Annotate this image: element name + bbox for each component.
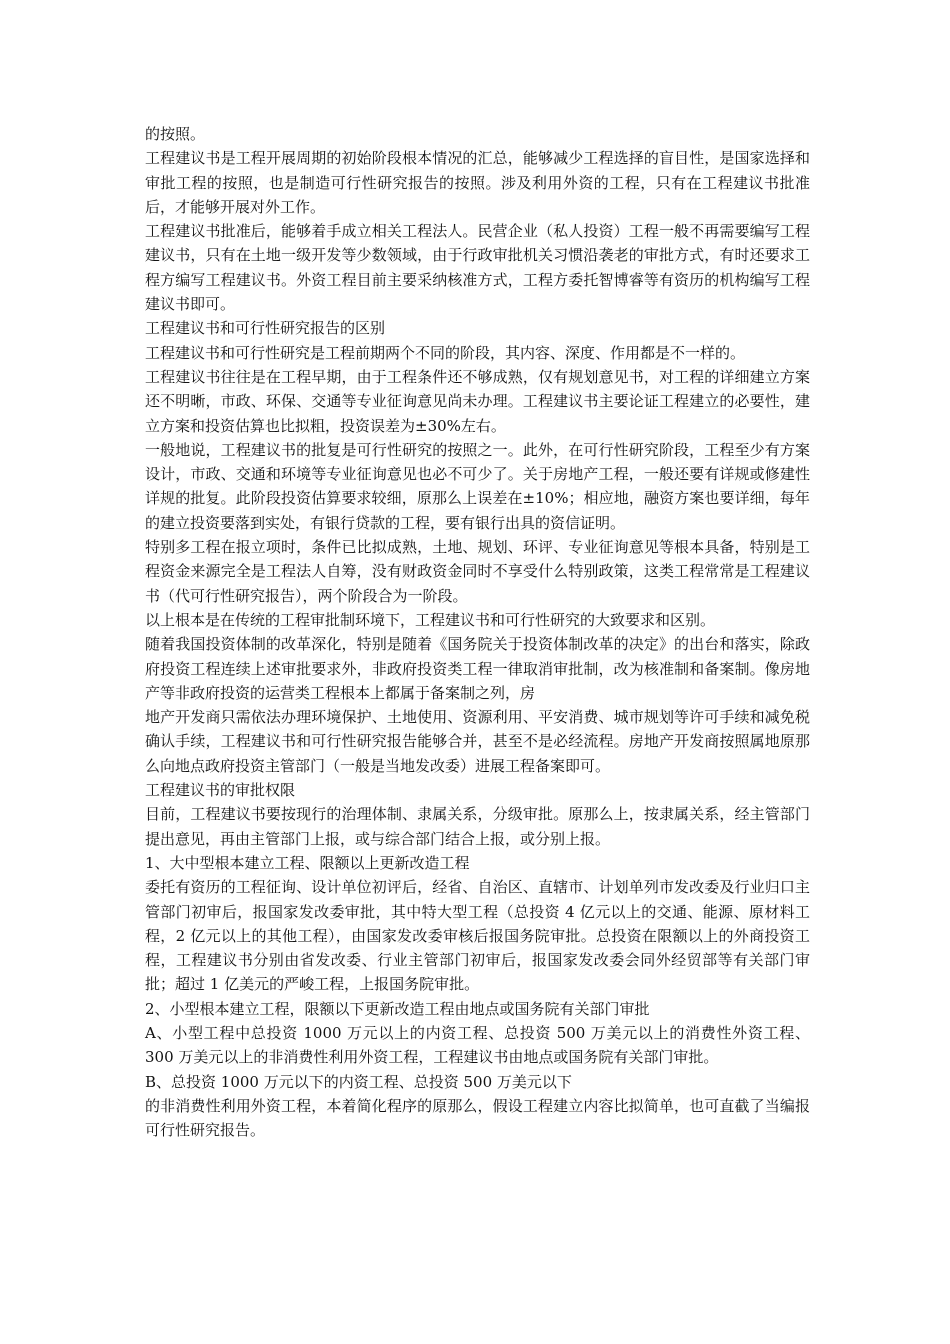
document-page — [145, 122, 810, 1142]
paragraph: 地产开发商只需依法办理环境保护、土地使用、资源利用、平安消费、城市规划等许可手续和减免税确认手续，工程建议书和可行性研究报告能够合并，甚至不是必经流程。房地产开发商按照属地原那么向地点政府投资主管部门（一般是当地发改委）进展工程备案即可。 — [145, 708, 810, 775]
section-heading: 工程建议书和可行性研究报告的区别 — [145, 319, 386, 338]
paragraph: 的按照。 — [145, 125, 206, 143]
paragraph: 以上根本是在传统的工程审批制环境下，工程建议书和可行性研究的大致要求和区别。 — [145, 610, 716, 629]
paragraph: 的非消费性利用外资工程，本着简化程序的原那么，假设工程建立内容比拟简单，也可直截了当编报可行性研究报告。 — [145, 1096, 810, 1140]
paragraph: B、总投资 1000 万元以下的内资工程、总投资 500 万美元以下 — [145, 1072, 572, 1091]
paragraph: 一般地说，工程建议书的批复是可行性研究的按照之一。此外，在可行性研究阶段，工程至少有方案设计，市政、交通和环境等专业征询意见也必不可少了。关于房地产工程，一般还要有详规或修建性详规的批复。此阶段投资估算要求较细，原那么上误差在±10%；相应地，融资方案也要详细，每年的建立投资要落到实处，有银行贷款的工程，要有银行出具的资信证明。 — [145, 440, 810, 532]
paragraph: 工程建议书和可行性研究是工程前期两个不同的阶段，其内容、深度、作用都是不一样的。 — [145, 343, 746, 362]
list-item-heading: 1、大中型根本建立工程、限额以上更新改造工程 — [145, 853, 470, 872]
paragraph: 工程建议书是工程开展周期的初始阶段根本情况的汇总，能够减少工程选择的盲目性，是国家选择和审批工程的按照，也是制造可行性研究报告的按照。涉及利用外资的工程，只有在工程建议书批准后，才能够开展对外工作。 — [145, 149, 810, 216]
paragraph: 工程建议书往往是在工程早期，由于工程条件还不够成熟，仅有规划意见书，对工程的详细建立方案还不明晰，市政、环保、交通等专业征询意见尚未办理。工程建议书主要论证工程建立的必要性，建立方案和投资估算也比拟粗，投资误差为±30%左右。 — [145, 367, 810, 435]
paragraph: 随着我国投资体制的改革深化，特别是随着《国务院关于投资体制改革的决定》的出台和落实，除政府投资工程连续上述审批要求外，非政府投资类工程一律取消审批制，改为核准制和备案制。像房地产等非政府投资的运营类工程根本上都属于备案制之列，房 — [145, 635, 810, 702]
section-heading: 工程建议书的审批权限 — [145, 781, 296, 800]
paragraph: 工程建议书批准后，能够着手成立相关工程法人。民营企业（私人投资）工程一般不再需要编写工程建议书，只有在土地一级开发等少数领域，由于行政审批机关习惯沿袭老的审批方式，有时还要求工程方编写工程建议书。外资工程目前主要采纳核准方式，工程方委托智博睿等有资历的机构编写工程建议书即可。 — [145, 222, 810, 314]
paragraph: 委托有资历的工程征询、设计单位初评后，经省、自治区、直辖市、计划单列市发改委及行业归口主管部门初审后，报国家发改委审批，其中特大型工程（总投资 4 亿元以上的交通、能源、原材料工程，2 亿元以上的其他工程），由国家发改委审核后报国务院审批。总投资在限额以上的外商投资工程，工程建议书分别由省发改委、行业主管部门初审后，报国家发改委会同外经贸部等有关部门审批；超过 1 亿美元的严峻工程，上报国务院审批。 — [145, 878, 810, 994]
paragraph: 特别多工程在报立项时，条件已比拟成熟，土地、规划、环评、专业征询意见等根本具备，特别是工程资金来源完全是工程法人自筹，没有财政资金同时不享受什么特别政策，这类工程常常是工程建议书（代可行性研究报告），两个阶段合为一阶段。 — [145, 538, 810, 605]
paragraph: A、小型工程中总投资 1000 万元以上的内资工程、总投资 500 万美元以上的消费性外资工程、300 万美元以上的非消费性利用外资工程，工程建议书由地点或国务院有关部门审批。 — [145, 1023, 810, 1067]
list-item-heading: 2、小型根本建立工程，限额以下更新改造工程由地点或国务院有关部门审批 — [145, 999, 650, 1018]
paragraph: 目前，工程建议书要按现行的治理体制、隶属关系，分级审批。原那么上，按隶属关系，经主管部门提出意见，再由主管部门上报，或与综合部门结合上报，或分别上报。 — [145, 805, 810, 848]
